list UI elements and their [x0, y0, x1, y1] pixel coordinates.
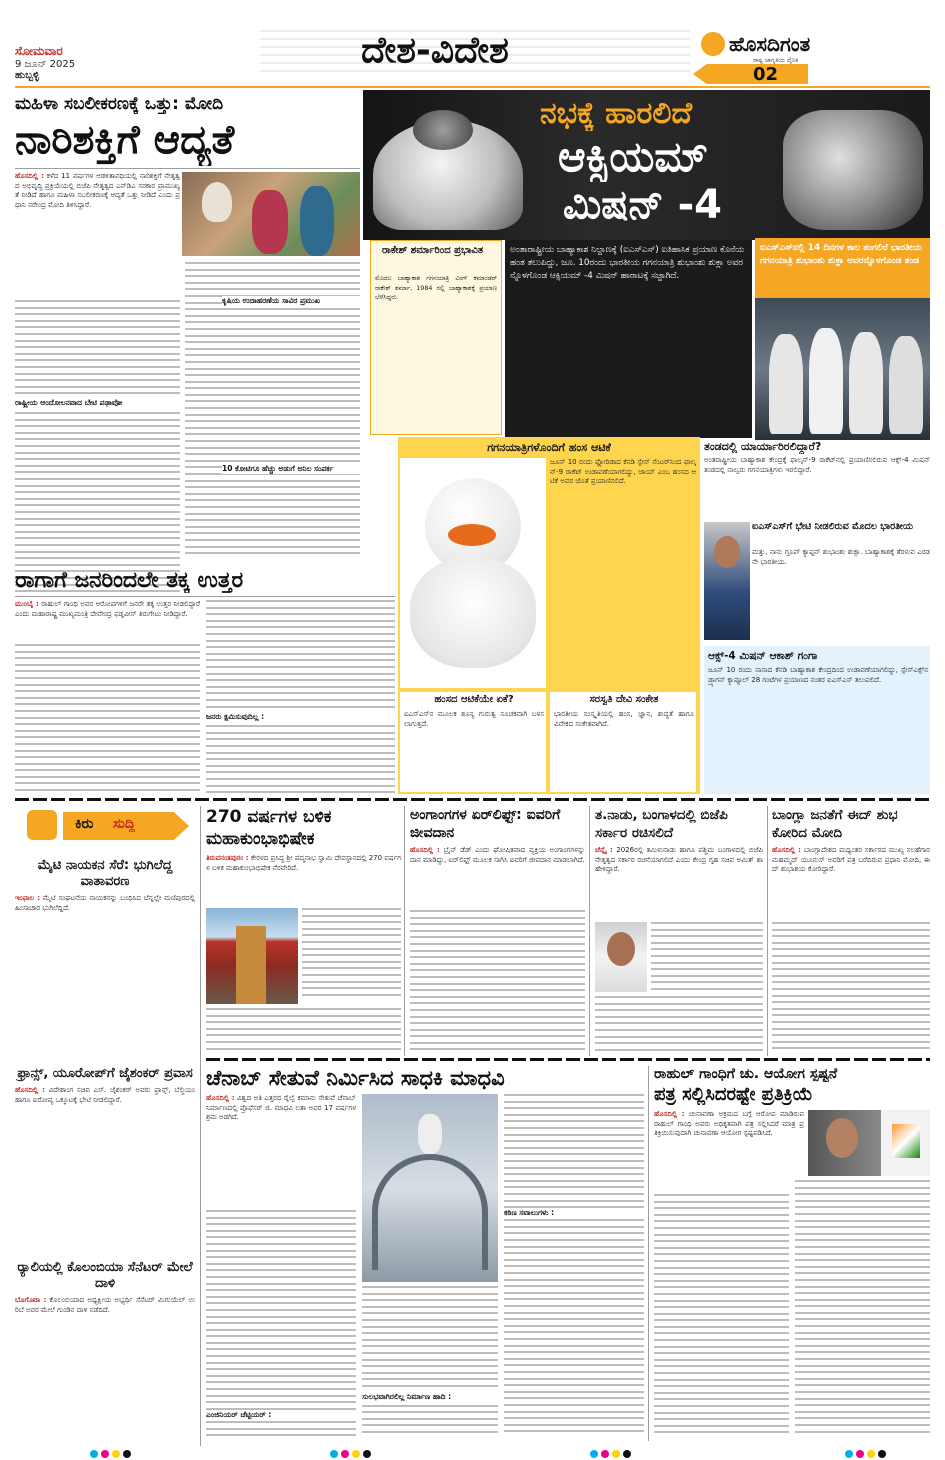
- organ-dateline: ಹೊಸದಿಲ್ಲಿ :: [410, 846, 440, 854]
- modi-photo: [182, 172, 360, 256]
- kumbh-divider: [404, 806, 405, 1056]
- registration-dots-2: [330, 1443, 374, 1460]
- kiru-title-0: ಮೈಟಿ ನಾಯಕನ ಸೆರೆ: ಭುಗಿಲೆದ್ದ ವಾತಾವರಣ: [37, 858, 173, 889]
- kiru-body-1: [15, 1086, 195, 1226]
- kiru-brand-1: ಕಿರು: [75, 816, 94, 832]
- bangla-lead: [772, 846, 930, 918]
- swan-toy-image: [400, 458, 546, 688]
- raga-lead: [15, 600, 200, 640]
- chenab-col3: [504, 1094, 644, 1440]
- kiru-item-1: [15, 1066, 195, 1246]
- registration-dots-1: [90, 1443, 134, 1460]
- tn-col-bottom: [595, 996, 763, 1053]
- swan-body: ಜೂನ್ 10 ರಂದು ಫ್ಲೋರಿಡಾದ ಕೆನಡಿ ಸ್ಪೇಸ್ ಸೆಂಟರ್‌ನಿಂದ ಫಾಲ್ಕನ್-9 ರಾಕೆಟ್ ಉಡಾವಣೆಯಾಗಲಿದ್ದು, ಜಾಯ್ ಎಂಬ ಹಂಸದ ಆಟಿಕೆ ಅವರ ಜೊತೆ ಪ್ರಯಾಣಿಸಲಿದೆ.: [550, 458, 696, 486]
- axiom-callout-title: ರಾಕೇಶ್ ಶರ್ಮಾರಿಂದ ಪ್ರಭಾವಿತ: [382, 245, 484, 256]
- kiru-icon: [27, 810, 57, 840]
- kiru-text-2: ಕೊಲಂಬಿಯಾದ ಅಧ್ಯಕ್ಷೀಯ ಅಭ್ಯರ್ಥಿ ಸೆನೆಟರ್ ಮಿಗುಯೆಲ್ ಉರಿಬೆ ಅವರ ಮೇಲೆ ಗುಂಡಿನ ದಾಳಿ ನಡೆದಿದೆ.: [15, 1296, 195, 1314]
- raga-col1: [15, 644, 200, 796]
- kumbh-col-bottom: [206, 1008, 401, 1053]
- modi-sub1: ರಾಷ್ಟ್ರೀಯ ಆಂದೋಲನವಾದ ಬೇಟಿ ಪಢಾವೋ: [15, 398, 180, 408]
- brand-block: [693, 28, 918, 86]
- kiru-text-1: ವಿದೇಶಾಂಗ ಸಚಿವ ಎಸ್. ಜೈಶಂಕರ್ ಅವರು ಫ್ರಾನ್ಸ್, ಬೆಲ್ಜಿಯಂ ಹಾಗೂ ಐರೋಪ್ಯ ಒಕ್ಕೂಟಕ್ಕೆ ಭೇಟಿ ನೀಡಲಿದ್ದಾರೆ.: [15, 1086, 195, 1104]
- city-label: ಹುಬ್ಬಳ್ಳಿ: [15, 70, 40, 81]
- swan-sub1: ಹಂಸದ ಆಟಿಕೆಯೇ ಏಕೆ?: [434, 694, 514, 705]
- swan-sub2: ಸರಸ್ವತಿ ದೇವಿ ಸಂಕೇತ: [589, 694, 659, 705]
- ganga-body: ಜೂನ್ 10 ರಂದು ನಾಸಾದ ಕೆನಡಿ ಬಾಹ್ಯಾಕಾಶ ಕೇಂದ್ರದಿಂದ ಉಡಾವಣೆಯಾಗಲಿದ್ದು, ಸ್ಪೇಸ್‌ಎಕ್ಸ್‌ನ ಡ್ರ್ಯಾಗನ್ ಕ್ಯಾಪ್ಸೂಲ್ 28 ಗಂಟೆಗಳ ಪ್ರಯಾಣದ ನಂತರ ಐಎಸ್‌ಎಸ್ ತಲುಪಲಿದೆ.: [708, 666, 928, 684]
- kiru-title-1: ಫ್ರಾನ್ಸ್, ಯೂರೋಪ್‌ಗೆ ಜೈಶಂಕರ್ ಪ್ರವಾಸ: [17, 1066, 193, 1081]
- chenab-sub1: ಕಠಿಣ ಸವಾಲುಗಳು :: [504, 1208, 644, 1218]
- day-label: ಸೋಮವಾರ: [15, 44, 63, 58]
- crew-box-body: ಮತ್ತು, ನಾನು ಗ್ರೂಪ್ ಕ್ಯಾಪ್ಟನ್ ಶುಭಾಂಶು ಶುಕ್ಲಾ. ಬಾಹ್ಯಾಕಾಶಕ್ಕೆ ತೆರಳುವ ಎರಡನೇ ಭಾರತೀಯ.: [752, 548, 930, 566]
- page-number: 02: [753, 64, 779, 85]
- brand-arrow: [693, 64, 808, 84]
- ganga-title: ಆಕ್ಸ್-4 ಮಿಷನ್ ಆಕಾಶ್ ಗಂಗಾ: [708, 650, 818, 662]
- kiru-body-2: [15, 1296, 195, 1436]
- kiru-item-2: [15, 1260, 195, 1435]
- rahul-title: ರಾಹುಲ್ ಗಾಂಧಿಗೆ ಚು. ಆಯೋಗ ಸ್ಪಷ್ಟನೆ: [654, 1066, 838, 1082]
- brand-tagline: ರಾಷ್ಟ್ರ ಜಾಗೃತಿಯ ದೈನಿಕ: [753, 57, 799, 64]
- kiru-text-0: ಮೈಟಿ ಸಂಘಟನೆಯ ನಾಯಕನನ್ನು ಬಂಧಿಸಿದ ಬೆನ್ನಲ್ಲೇ ಮಣಿಪುರದಲ್ಲಿ ಹಿಂಸಾಚಾರ ಭುಗಿಲೆದ್ದಿದೆ.: [15, 894, 195, 912]
- chenab-col2-bottom: [362, 1286, 498, 1440]
- date-label: 9 ಜೂನ್ 2025: [15, 59, 76, 70]
- axiom-callout-body: ಮೊದಲ ಬಾಹ್ಯಾಕಾಶ ಗಗನಯಾತ್ರಿ ವಿಂಗ್ ಕಮಾಂಡರ್ ರಾಕೇಶ್ ಶರ್ಮಾ, 1984 ರಲ್ಲಿ ಬಾಹ್ಯಾಕಾಶಕ್ಕೆ ಪ್ರಯಾಣ ಬೆಳೆಸಿದ್ದರು.: [375, 275, 497, 302]
- crew-photo: [755, 298, 930, 440]
- organ-divider: [589, 806, 590, 1056]
- axiom-body: ಅಂತಾರಾಷ್ಟ್ರೀಯ ಬಾಹ್ಯಾಕಾಶ ನಿಲ್ದಾಣಕ್ಕೆ (ಐಎಸ್‌ಎಸ್) ಐತಿಹಾಸಿಕ ಪ್ರಯಾಣ ಕೊನೆಯ ಹಂತ ತಲುಪಿದ್ದು, ಜೂ. 10ರಂದು ಭಾರತೀಯ ಗಗನಯಾತ್ರಿ ಶುಭಾಂಶು ಶುಕ್ಲಾ ಅವರನ್ನೊಳಗೊಂಡ ಆಕ್ಸಿಯಮ್ -4 ಮಿಷನ್ ಹಾರಾಟಕ್ಕೆ ಸಜ್ಜಾಗಿದೆ.: [510, 245, 745, 282]
- organ-col: [410, 910, 585, 1053]
- tn-lead: [595, 846, 763, 918]
- iss-module-art: [783, 110, 923, 230]
- chenab-dateline: ಹೊಸದಿಲ್ಲಿ :: [206, 1094, 235, 1102]
- axiom-title-2: ಆಕ್ಸಿಯಮ್: [558, 132, 708, 181]
- kiru-body-0: [15, 894, 195, 1034]
- kiru-divider: [200, 806, 201, 1446]
- chenab-text: ವಿಶ್ವದ ಅತಿ ಎತ್ತರದ ರೈಲ್ವೆ ಕಮಾನು ಸೇತುವೆ ಚೆನಾಬ್ ನಿರ್ಮಾಣದಲ್ಲಿ ಪ್ರೊಫೆಸರ್ ಜಿ. ಮಾಧವಿ ಲತಾ ಅವರ 17 ವರ್ಷಗಳ ಶ್ರಮ ಅಡಗಿದೆ.: [206, 1094, 356, 1122]
- tn-title: ತ.ನಾಡು, ಬಂಗಾಳದಲ್ಲಿ ಬಿಜೆಪಿ ಸರ್ಕಾರ ರಚಿಸಲಿದೆ: [595, 807, 728, 841]
- kumbh-text: ಕೇರಳದ ಪ್ರಸಿದ್ಧ ಶ್ರೀ ಪದ್ಮನಾಭ ಸ್ವಾಮಿ ದೇವಸ್ಥಾನದಲ್ಲಿ 270 ವರ್ಷಗಳ ಬಳಿಕ ಮಹಾಕುಂಭಾಭಿಷೇಕ ನೆರವೇರಿದೆ.: [206, 854, 401, 872]
- crew-body: ಅಂತರಾಷ್ಟ್ರೀಯ ಬಾಹ್ಯಾಕಾಶ ಕೇಂದ್ರಕ್ಕೆ ಫಾಲ್ಕನ್-9 ರಾಕೆಟ್‌ನಲ್ಲಿ ಪ್ರಯಾಣಿಸಲಿರುವ ಆಕ್ಸ್-4 ಮಿಷನ್ ತಂಡದಲ್ಲಿ ನಾಲ್ವರು ಗಗನಯಾತ್ರಿಗಳು ಇರಲಿದ್ದಾರೆ.: [704, 456, 930, 474]
- kiru-item-0: [15, 858, 195, 1058]
- modi-rule: [15, 168, 360, 169]
- organ-title: ಅಂಗಾಂಗಗಳ ಏರ್‌ಲಿಫ್ಟ್: ಐವರಿಗೆ ಜೀವದಾನ: [410, 807, 561, 841]
- bangla-title: ಬಾಂಗ್ಲಾ ಜನತೆಗೆ ಈದ್ ಶುಭ ಕೋರಿದ ಮೋದಿ: [772, 807, 898, 841]
- tn-col: [651, 922, 763, 992]
- kiru-title-2: ರ್‍ಯಾಲಿಯಲ್ಲಿ ಕೊಲಂಬಿಯಾ ಸೆನೆಟರ್ ಮೇಲೆ ದಾಳಿ: [17, 1260, 193, 1291]
- tn-dateline: ಚೆನ್ನೈ :: [595, 846, 613, 854]
- rahul-photo: [808, 1110, 930, 1176]
- swan-sub1-body: ಐಎಸ್‌ಎಸ್‌ನ ಮೂಲಕ ಶೂನ್ಯ ಗುರುತ್ವ ಸೂಚಕವಾಗಿ ಬಳಸಲಾಗುತ್ತದೆ.: [404, 710, 544, 728]
- modi-dateline: ಹೊಸದಿಲ್ಲಿ :: [15, 172, 44, 180]
- brand-logo-icon: [701, 32, 725, 56]
- middle-divider: [15, 798, 930, 801]
- raga-col2: [206, 600, 395, 796]
- lower-divider: [206, 1058, 930, 1061]
- rahul-text: ಚುನಾವಣಾ ಅಕ್ರಮದ ಬಗ್ಗೆ ಆರೋಪ ಮಾಡಿರುವ ರಾಹುಲ್ ಗಾಂಧಿ ಅವರು ಅಧಿಕೃತವಾಗಿ ಪತ್ರ ಸಲ್ಲಿಸಿದರೆ ಮಾತ್ರ ಪ್ರತಿಕ್ರಿಯಿಸುವುದಾಗಿ ಚುನಾವಣಾ ಆಯೋಗ ಸ್ಪಷ್ಟಪಡಿಸಿದೆ.: [654, 1110, 804, 1138]
- modi-body-col1: [15, 300, 180, 595]
- chenab-bridge-photo: [362, 1094, 498, 1282]
- modi-body-col2: [185, 262, 360, 562]
- organ-text: ಬ್ರೈನ್ ಡೆಡ್ ಎಂದು ಘೋಷಿತವಾದ ವ್ಯಕ್ತಿಯ ಅಂಗಾಂಗಗಳನ್ನು ದಾನ ಮಾಡಿದ್ದು, ಏರ್‌ಲಿಫ್ಟ್ ಮೂಲಕ ಸಾಗಿಸಿ ಐವರಿಗೆ ಜೀವದಾನ ಮಾಡಲಾಗಿದೆ.: [410, 846, 585, 864]
- rahul-dateline: ಹೊಸದಿಲ್ಲಿ :: [654, 1110, 685, 1118]
- shukla-photo: [704, 522, 750, 640]
- chenab-title: ಚೆನಾಬ್ ಸೇತುವೆ ನಿರ್ಮಿಸಿದ ಸಾಧಕಿ ಮಾಧವಿ: [206, 1066, 505, 1090]
- chenab-col1: [206, 1210, 356, 1440]
- kumbh-lead: [206, 854, 401, 906]
- crew-box-title: ಐಎಸ್‌ಎಸ್‌ಗೆ ಭೇಟಿ ನೀಡಲಿರುವ ಮೊದಲ ಭಾರತೀಯ: [752, 521, 914, 532]
- kiru-dateline-1: ಹೊಸದಿಲ್ಲಿ :: [15, 1086, 45, 1094]
- crew-title: ತಂಡದಲ್ಲಿ ಯಾರ್ಯಾರಿರಲಿದ್ದಾರೆ?: [704, 440, 822, 453]
- kiru-banner: [15, 806, 195, 846]
- organ-lead: [410, 846, 585, 906]
- raga-sub1: ಜನರು ಕ್ಷಮಿಸುವುದಿಲ್ಲ :: [206, 712, 395, 722]
- election-commission-logo-icon: [892, 1124, 920, 1158]
- tn-divider: [767, 806, 768, 1056]
- section-title: ದೇಶ-ವಿದೇಶ: [361, 30, 509, 71]
- kiru-dateline-2: ಬೊಗೊಟಾ :: [15, 1296, 47, 1304]
- header-rule: [15, 86, 930, 88]
- masthead-left-box: [15, 44, 107, 84]
- modi-kicker: ಮಹಿಳಾ ಸಬಲೀಕರಣಕ್ಕೆ ಒತ್ತು: ಮೋದಿ: [15, 94, 224, 114]
- swan-sub2-body: ಭಾರತೀಯ ಸಂಸ್ಕೃತಿಯಲ್ಲಿ ಹಂಸ, ಜ್ಞಾನ, ಶುದ್ಧತೆ ಹಾಗೂ ವಿವೇಕದ ಸಂಕೇತವಾಗಿದೆ.: [554, 710, 694, 728]
- kumbh-title: 270 ವರ್ಷಗಳ ಬಳಿಕ ಮಹಾಕುಂಭಾಭಿಷೇಕ: [206, 807, 332, 849]
- masthead: [0, 0, 945, 86]
- raga-lead-text: ರಾಹುಲ್ ಗಾಂಧಿ ಅವರ ಆರೋಪಗಳಿಗೆ ಜನರೇ ತಕ್ಕ ಉತ್ತರ ನೀಡಲಿದ್ದಾರೆ ಎಂದು ಮಹಾರಾಷ್ಟ್ರ ಮುಖ್ಯಮಂತ್ರಿ ದೇವೇಂದ್ರ ಫಡ್ನವೀಸ್ ತಿರುಗೇಟು ನೀಡಿದ್ದಾರೆ.: [15, 600, 200, 618]
- axiom-title-1: ನಭಕ್ಕೆ ಹಾರಲಿದೆ: [540, 96, 693, 131]
- modi-sub2: ಕೃಷಿಯ ಉದಾಹರಣೆಯ ಸಾವಿರ ಪ್ರಮುಖ: [222, 296, 360, 306]
- kumbh-col: [302, 908, 401, 1004]
- kiru-dateline-0: ಇಂಫಾಲ :: [15, 894, 41, 902]
- kiru-brand-2: ಸುದ್ದಿ: [113, 816, 136, 832]
- raga-title: ರಾಗಾಗೆ ಜನರಿಂದಲೇ ತಕ್ಕ ಉತ್ತರ: [15, 568, 244, 593]
- temple-photo: [206, 908, 298, 1004]
- modi-title: ನಾರಿಶಕ್ತಿಗೆ ಆದ್ಯತೆ: [15, 117, 235, 163]
- registration-dots-4: [845, 1443, 889, 1460]
- raga-dateline: ಮುಂಬೈ :: [15, 600, 39, 608]
- brand-name: ಹೊಸದಿಗಂತ: [729, 32, 811, 56]
- kumbh-dateline: ತಿರುವನಂತಪುರಂ :: [206, 854, 249, 862]
- swan-title: ಗಗನಯಾತ್ರಿಗಳೊಂದಿಗೆ ಹಂಸ ಆಟಿಕೆ: [487, 441, 611, 454]
- rahul-lead: [654, 1110, 804, 1190]
- rahul-title-2: ಪತ್ರ ಸಲ್ಲಿಸಿದರಷ್ಟೇ ಪ್ರತಿಕ್ರಿಯೆ: [654, 1084, 813, 1105]
- modi-lead-text: ಕಳೆದ 11 ವರ್ಷಗಳ ಆಡಳಿತಾವಧಿಯಲ್ಲಿ ನಾರಿಶಕ್ತಿಗೆ ನೇತೃತ್ವದ ಅಭಿವೃದ್ಧಿ ಪ್ರಕ್ರಿಯೆಯಲ್ಲಿ ಬಿಜೆಪಿ ನೇತೃತ್ವದ ಎನ್‌ಡಿಎ ಸರಕಾರ ಪ್ರಾಮುಖ್ಯತೆ ನೀಡಿದೆ ಹಾಗೂ ಮಹಿಳಾ ಸಬಲೀಕರಣಕ್ಕೆ ಆದ್ಯತೆ ಒತ್ತು ನೀಡಿದೆ ಎಂದು ಪ್ರಧಾನಿ ನರೇಂದ್ರ ಮೋದಿ ತಿಳಿಸಿದ್ದಾರೆ.: [15, 172, 180, 209]
- bangla-text: ಬಾಂಗ್ಲಾದೇಶದ ಮಧ್ಯಂತರ ಸರ್ಕಾರದ ಮುಖ್ಯ ಸಲಹೆಗಾರ ಮಹಮ್ಮದ್ ಯೂನುಸ್ ಅವರಿಗೆ ಪತ್ರ ಬರೆದಿರುವ ಪ್ರಧಾನಿ ಮೋದಿ, ಈದ್ ಶುಭಾಶಯ ಕೋರಿದ್ದಾರೆ.: [772, 846, 930, 874]
- raga-rule: [15, 596, 395, 597]
- rahul-col1: [654, 1194, 789, 1440]
- amit-shah-photo: [595, 922, 647, 992]
- bangla-dateline: ಹೊಸದಿಲ್ಲಿ :: [772, 846, 801, 854]
- modi-sub3: 10 ಕೋಟಿಗೂ ಹೆಚ್ಚು ಅಡುಗೆ ಅನಿಲ ಸಂಪರ್ಕ: [222, 464, 360, 474]
- chenab-sub3: ಎಂಜಿನಿಯರ್ ಚೆಟ್ಟಿಯರ್ :: [206, 1410, 356, 1420]
- rahul-col2: [795, 1180, 930, 1440]
- chenab-sub2: ಸುಲಭವಾಗಿರಲಿಲ್ಲ ನಿರ್ಮಾಣ ಹಾದಿ :: [362, 1392, 498, 1402]
- crew-photo-caption: ಐಎಸ್‌ಎಸ್‌ನಲ್ಲಿ 14 ದಿನಗಳ ಕಾಲ ತಂಗಲಿರೆ ಭಾರತೀಯ ಗಗನಯಾತ್ರಿ ಶುಭಾಂಶು ಶುಕ್ಲಾ ಅವರನ್ನೊಳಗೊಂಡ ತಂಡ: [760, 243, 922, 266]
- axiom-title-3: ಮಿಷನ್ -4: [563, 182, 722, 228]
- bangla-col: [772, 922, 930, 1053]
- chenab-divider: [648, 1066, 649, 1441]
- tn-text: 2026ರಲ್ಲಿ ತಮಿಳುನಾಡು ಹಾಗೂ ಪಶ್ಚಿಮ ಬಂಗಾಳದಲ್ಲಿ ಬಿಜೆಪಿ ನೇತೃತ್ವದ ಸರ್ಕಾರ ರಚನೆಯಾಗಲಿದೆ ಎಂದು ಕೇಂದ್ರ ಗೃಹ ಸಚಿವ ಅಮಿತ್ ಶಾ ಹೇಳಿದ್ದಾರೆ.: [595, 846, 763, 874]
- registration-dots-3: [590, 1443, 634, 1460]
- chenab-lead: [206, 1094, 356, 1204]
- modi-lead: [15, 172, 180, 302]
